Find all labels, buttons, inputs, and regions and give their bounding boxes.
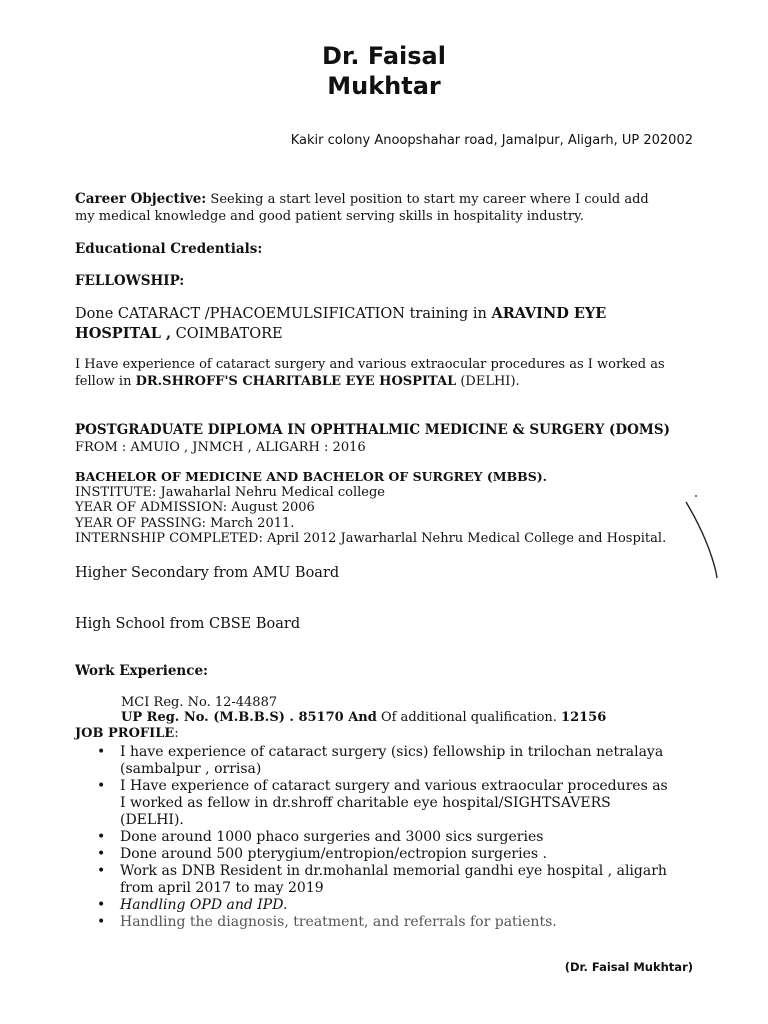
name-line-1: Dr. Faisal	[322, 42, 446, 70]
career-objective-text-1: Seeking a start level position to start my career where I could add	[206, 192, 649, 207]
high-school: High School from CBSE Board	[75, 616, 301, 632]
list-item-text: I Have experience of cataract surgery and various extraocular procedures as I worked as fellow in dr.shroff charitable eye hospital/SIGHTSAVERS (DELHI).	[120, 778, 668, 828]
fellowship-experience-hospital: DR.SHROFF'S CHARITABLE EYE HOSPITAL	[135, 374, 457, 389]
list-item-text: Work as DNB Resident in dr.mohanlal memorial gandhi eye hospital , aligarh from april 2017 to may 2019	[120, 863, 667, 896]
address: Kakir colony Anoopshahar road, Jamalpur, Aligarh, UP 202002	[290, 133, 693, 148]
bullet-icon: •	[97, 778, 106, 794]
fellowship-experience-line-1: I Have experience of cataract surgery and various extraocular procedures as I worked as	[75, 357, 665, 372]
job-profile-text: JOB PROFILE	[75, 726, 175, 741]
list-item-text: Handling OPD and IPD.	[120, 897, 288, 913]
list-item	[75, 846, 675, 863]
fellowship-text-pre: Done CATARACT /PHACOEMULSIFICATION training in	[75, 306, 492, 322]
list-item-text: Done around 1000 phaco surgeries and 3000 sics surgeries	[120, 829, 544, 845]
career-objective-label: Career Objective:	[75, 191, 207, 207]
list-item	[75, 829, 675, 846]
fellowship-hospital: ARAVIND EYE	[491, 305, 607, 322]
up-reg-number: 12156	[561, 710, 607, 725]
bullet-icon: •	[97, 846, 106, 862]
bullet-icon: •	[97, 863, 106, 879]
up-registration	[75, 710, 606, 726]
education-heading: Educational Credentials:	[75, 241, 263, 257]
mbbs-section	[75, 469, 705, 547]
doms-section	[75, 422, 705, 456]
fellowship-text	[75, 304, 705, 344]
bullet-icon: •	[97, 829, 106, 845]
fellowship-experience-pre: fellow in	[75, 374, 136, 389]
mci-reg-text: MCI Reg. No. 12-44887	[121, 695, 278, 710]
mbbs-internship: INTERNSHIP COMPLETED: April 2012 Jawarharlal Nehru Medical College and Hospital.	[75, 531, 667, 546]
job-profile-list	[75, 744, 675, 931]
list-item-text: Done around 500 pterygium/entropion/ectropion surgeries .	[120, 846, 547, 862]
list-item-text: Handling the diagnosis, treatment, and referrals for patients.	[120, 914, 557, 930]
career-objective-text-2: my medical knowledge and good patient serving skills in hospitality industry.	[75, 209, 584, 224]
higher-secondary: Higher Secondary from AMU Board	[75, 565, 340, 581]
bullet-icon: •	[97, 897, 106, 913]
mbbs-heading: BACHELOR OF MEDICINE AND BACHELOR OF SURGREY (MBBS).	[75, 469, 547, 484]
list-item	[75, 897, 675, 914]
job-profile-label	[75, 726, 179, 742]
list-item	[75, 863, 675, 897]
up-reg-mid: Of additional qualification.	[376, 710, 562, 725]
list-item	[75, 744, 675, 778]
bullet-icon: •	[97, 744, 106, 760]
mbbs-admission: YEAR OF ADMISSION: August 2006	[75, 500, 315, 515]
list-item-text: I have experience of cataract surgery (sics) fellowship in trilochan netralaya (sambalpur , orrisa)	[120, 744, 664, 777]
fellowship-heading: FELLOWSHIP:	[75, 273, 185, 289]
list-item	[75, 914, 675, 931]
name-line-2: Mukhtar	[327, 72, 441, 100]
list-item	[75, 778, 675, 829]
doms-from: FROM : AMUIO , JNMCH , ALIGARH : 2016	[75, 440, 366, 455]
mbbs-institute: INSTITUTE: Jawaharlal Nehru Medical college	[75, 484, 385, 500]
doms-heading: POSTGRADUATE DIPLOMA IN OPHTHALMIC MEDICINE & SURGERY (DOMS)	[75, 422, 670, 438]
fellowship-city: COIMBATORE	[171, 326, 283, 342]
up-reg-bold: UP Reg. No. (M.B.B.S) . 85170 And	[121, 710, 377, 725]
mci-registration	[75, 695, 277, 711]
signature: (Dr. Faisal Mukhtar)	[564, 960, 693, 974]
candidate-name	[0, 41, 768, 101]
fellowship-experience	[75, 356, 705, 390]
job-profile-colon: :	[174, 726, 179, 741]
fellowship-experience-post: (DELHI).	[456, 374, 520, 389]
mbbs-passing: YEAR OF PASSING: March 2011.	[75, 515, 295, 531]
bullet-icon: •	[97, 914, 106, 930]
fellowship-hospital-2: HOSPITAL ,	[75, 325, 172, 342]
career-objective	[75, 191, 705, 225]
work-experience-heading: Work Experience:	[75, 663, 209, 679]
